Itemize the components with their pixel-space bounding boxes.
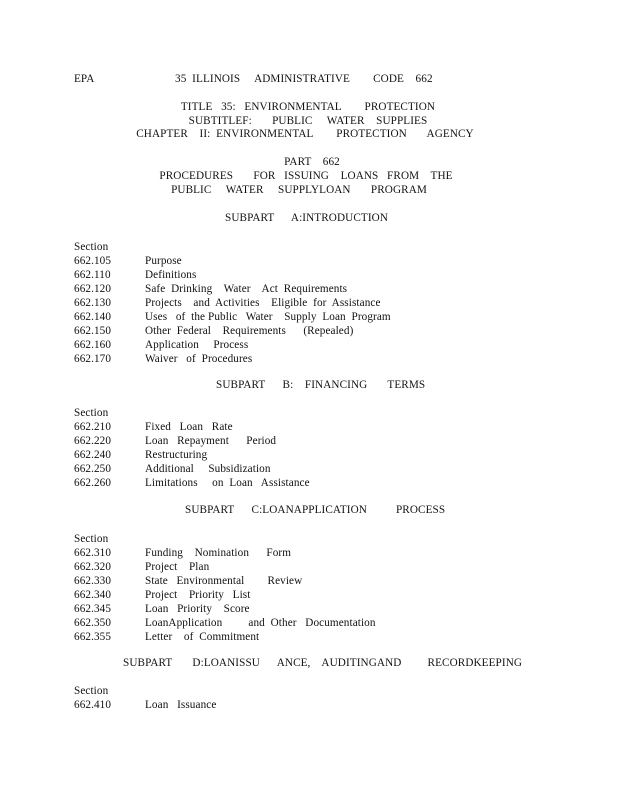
section-number: 662.320 [74, 561, 112, 573]
subpart-d-heading: SUBPART D:LOANISSU ANCE, AUDITINGAND RECORDKEEPING [123, 657, 523, 669]
section-row [74, 352, 253, 366]
section-title: Additional Subsidization [145, 463, 271, 475]
section-title: Project Plan [145, 561, 210, 573]
subpart-c-section-list [74, 532, 376, 644]
section-number: 662.350 [74, 617, 112, 629]
subpart-a-heading: SUBPART A:INTRODUCTION [225, 212, 389, 224]
section-number: 662.340 [74, 589, 112, 601]
section-title: Other Federal Requirements (Repealed) [145, 325, 354, 337]
section-row [74, 324, 354, 338]
section-number: 662.250 [74, 463, 112, 475]
section-row [74, 254, 182, 268]
section-row [74, 588, 251, 602]
section-row [74, 310, 391, 324]
section-row [74, 602, 250, 616]
section-title: Definitions [145, 269, 197, 281]
section-number: 662.105 [74, 255, 112, 267]
section-title: State Environmental Review [145, 575, 303, 587]
section-number: 662.310 [74, 547, 112, 559]
subpart-b-heading: SUBPART B: FINANCING TERMS [216, 379, 426, 391]
section-title: Project Priority List [145, 589, 251, 601]
section-row [74, 448, 208, 462]
section-title: Safe Drinking Water Act Requirements [145, 283, 348, 295]
section-title: Projects and Activities Eligible for Assistance [145, 297, 381, 309]
section-title: Loan Repayment Period [145, 435, 277, 447]
section-row [74, 546, 292, 560]
section-title: Application Process [145, 339, 249, 351]
subpart-a-section-list [74, 240, 391, 366]
section-row [74, 296, 381, 310]
section-number: 662.355 [74, 631, 112, 643]
section-number: 662.150 [74, 325, 112, 337]
section-title: Purpose [145, 255, 182, 267]
chapter-line: CHAPTER II: ENVIRONMENTAL PROTECTION AGENCY [136, 128, 474, 140]
header-agency: EPA [74, 73, 95, 85]
section-number: 662.345 [74, 603, 112, 615]
subpart-c-heading: SUBPART C:LOANAPPLICATION PROCESS [185, 504, 446, 516]
subpart-b-section-list [74, 406, 310, 490]
section-number: 662.160 [74, 339, 112, 351]
subtitle-line: SUBTITLEF: PUBLIC WATER SUPPLIES [188, 115, 428, 127]
section-row [74, 560, 210, 574]
section-number: 662.140 [74, 311, 112, 323]
part-name-line-1: PROCEDURES FOR ISSUING LOANS FROM THE [159, 170, 453, 182]
section-title: Uses of the Public Water Supply Loan Program [145, 311, 391, 323]
section-row [74, 462, 271, 476]
section-title: Funding Nomination Form [145, 547, 292, 559]
section-number: 662.410 [74, 699, 112, 711]
section-label: Section [74, 685, 109, 697]
section-number: 662.120 [74, 283, 112, 295]
section-title: Letter of Commitment [145, 631, 260, 643]
section-title: LoanApplication and Other Documentation [145, 617, 376, 629]
section-number: 662.170 [74, 353, 112, 365]
section-title: Fixed Loan Rate [145, 421, 233, 433]
section-row [74, 476, 310, 490]
section-number: 662.110 [74, 269, 111, 281]
section-row [74, 268, 197, 282]
section-number: 662.330 [74, 575, 112, 587]
section-label: Section [74, 407, 109, 419]
part-line: PART 662 [284, 156, 340, 168]
section-row [74, 282, 348, 296]
section-number: 662.210 [74, 421, 112, 433]
section-number: 662.220 [74, 435, 112, 447]
part-name-line-2: PUBLIC WATER SUPPLYLOAN PROGRAM [171, 184, 427, 196]
title-line: TITLE 35: ENVIRONMENTAL PROTECTION [180, 101, 436, 113]
section-title: Loan Issuance [145, 699, 217, 711]
section-row [74, 698, 217, 712]
section-row [74, 338, 249, 352]
section-title: Restructuring [145, 449, 208, 461]
section-title: Waiver of Procedures [145, 353, 253, 365]
section-row [74, 434, 277, 448]
section-row [74, 616, 376, 630]
section-title: Loan Priority Score [145, 603, 250, 615]
subpart-d-section-list [74, 684, 217, 712]
section-label: Section [74, 533, 109, 545]
section-row [74, 630, 260, 644]
section-number: 662.260 [74, 477, 112, 489]
section-row [74, 574, 303, 588]
section-number: 662.240 [74, 449, 112, 461]
header-code-line: 35 ILLINOIS ADMINISTRATIVE CODE 662 [175, 73, 433, 85]
section-row [74, 420, 233, 434]
section-number: 662.130 [74, 297, 112, 309]
section-title: Limitations on Loan Assistance [145, 477, 310, 489]
section-label: Section [74, 241, 109, 253]
